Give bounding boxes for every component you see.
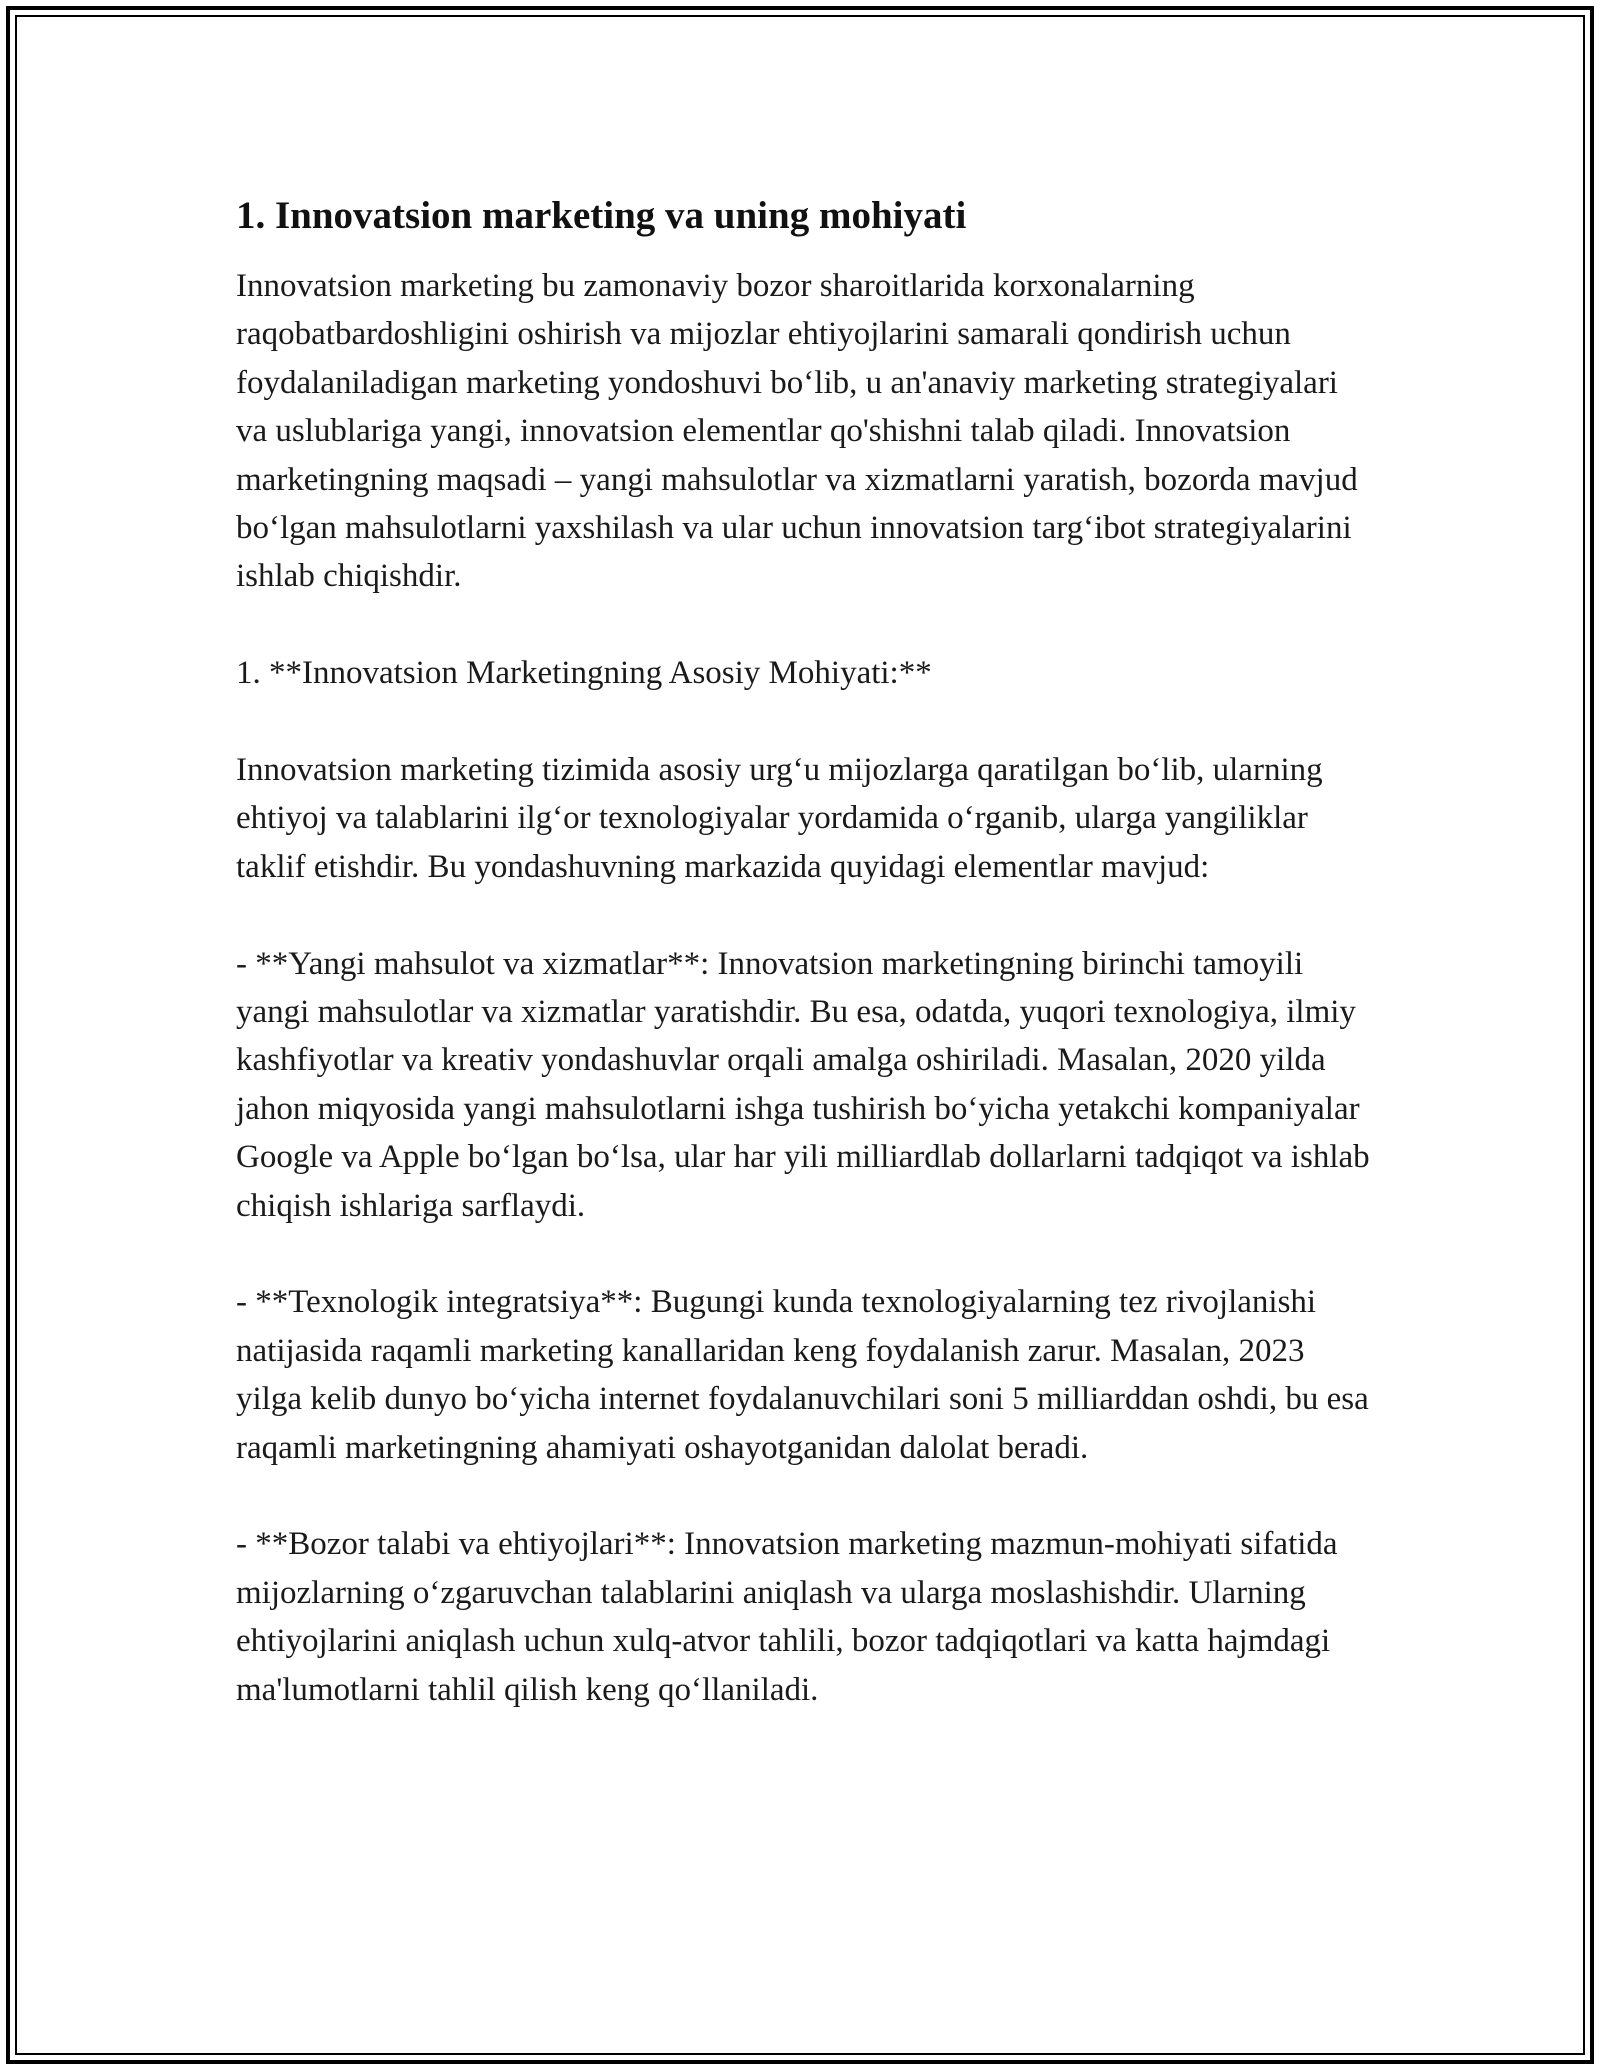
section-heading: 1. Innovatsion marketing va uning mohiyati: [236, 194, 967, 237]
essence-paragraph: Innovatsion marketing tizimida asosiy urg‘u mijozlarga qaratilgan bo‘lib, ularning ehtiyoj va talablarini ilg‘or texnologiyalar yordamida o‘rganib, ularga yangiliklar taklif etishdir. Bu yondashuvning markazida quyidagi elementlar mavjud:: [236, 752, 1323, 885]
subsection-title: 1. **Innovatsion Marketingning Asosiy Mohiyati:**: [236, 655, 932, 692]
bullet-new-products: - **Yangi mahsulot va xizmatlar**: Innovatsion marketingning birinchi tamoyili yangi mahsulotlar va xizmatlar yaratishdir. Bu esa, odatda, yuqori texnologiya, ilmiy kashfiyotlar va kreativ yondashuvlar orqali amalga oshiriladi. Masalan, 2020 yilda jahon miqyosida yangi mahsulotlarni ishga tushirish bo‘yicha yetakchi kompaniyalar Google va Apple bo‘lgan bo‘lsa, ular har yili milliardlab dollarlarni tadqiqot va ishlab chiqish ishlariga sarflaydi.: [236, 945, 1370, 1224]
intro-paragraph: Innovatsion marketing bu zamonaviy bozor sharoitlarida korxonalarning raqobatbardoshligini oshirish va mijozlar ehtiyojlarini samarali qondirish uchun foydalaniladigan marketing yondoshuvi bo‘lib, u an'anaviy marketing strategiyalari va uslublariga yangi, innovatsion elementlar qo'shishni talab qiladi. Innovatsion marketingning maqsadi – yangi mahsulotlar va xizmatlarni yaratish, bozorda mavjud bo‘lgan mahsulotlarni yaxshilash va ular uchun innovatsion targ‘ibot strategiyalarini ishlab chiqishdir.: [236, 268, 1358, 595]
bullet-market-demand: - **Bozor talabi va ehtiyojlari**: Innovatsion marketing mazmun-mohiyati sifatida mijozlarning o‘zgaruvchan talablarini aniqlash va ularga moslashishdir. Ularning ehtiyojlarini aniqlash uchun xulq-atvor tahlili, bozor tadqiqotlari va katta hajmdagi ma'lumotlarni tahlil qilish keng qo‘llaniladi.: [236, 1526, 1338, 1708]
bullet-tech-integration: - **Texnologik integratsiya**: Bugungi kunda texnologiyalarning tez rivojlanishi natijasida raqamli marketing kanallaridan keng foydalanish zarur. Masalan, 2023 yilga kelib dunyo bo‘yicha internet foydalanuvchilari soni 5 milliarddan oshdi, bu esa raqamli marketingning ahamiyati oshayotganidan dalolat beradi.: [236, 1284, 1369, 1466]
document-body: [236, 188, 1376, 1714]
